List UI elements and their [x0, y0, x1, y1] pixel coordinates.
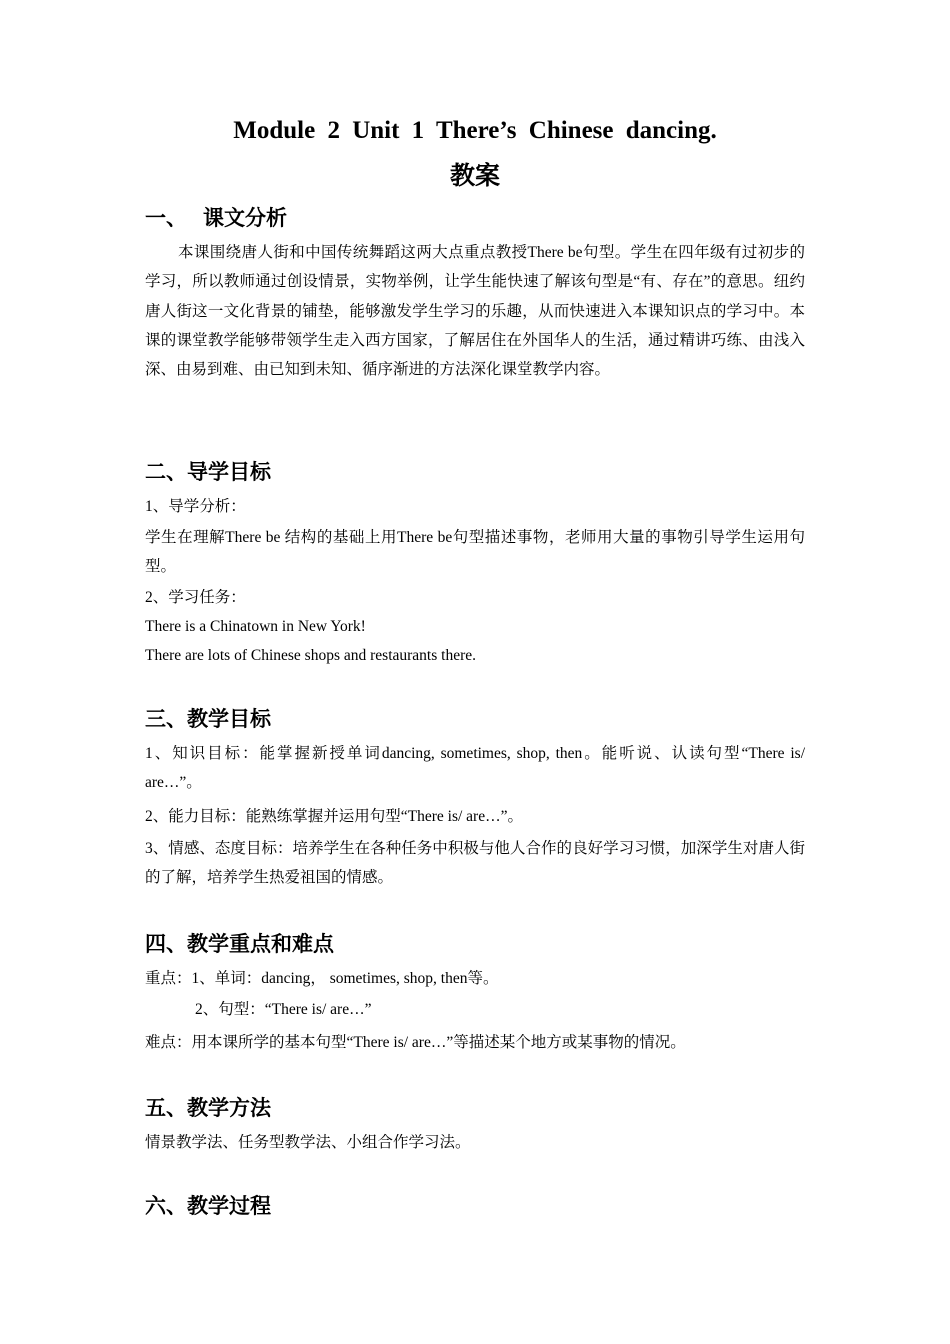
- document-subtitle: 教案: [449, 161, 500, 190]
- section-2-paragraph: 学生在理解There be 结构的基础上用There be句型描述事物，老师用大量的事物引导学生运用句型。: [145, 529, 805, 576]
- document-title: Module 2 Unit 1 There’s Chinese dancing.: [233, 117, 717, 144]
- section-3-item1: 1、知识目标：能掌握新授单词dancing, sometimes, shop, then。能听说、认读句型“There is/ are…”。: [145, 745, 805, 792]
- section-6-heading: 六、教学过程: [145, 1194, 271, 1218]
- section-3-item3: 3、情感、态度目标：培养学生在各种任务中积极与他人合作的良好学习习惯，加深学生对唐人街的了解，培养学生热爱祖国的情感。: [145, 840, 805, 887]
- section-5-heading: 五、教学方法: [145, 1096, 271, 1120]
- section-2-heading: 二、导学目标: [145, 460, 271, 484]
- section-4-difficult: 难点：用本课所学的基本句型“There is/ are…”等描述某个地方或某事物的情况。: [145, 1034, 686, 1051]
- section-2-task2: There are lots of Chinese shops and restaurants there.: [145, 647, 476, 664]
- section-3-item2: 2、能力目标：能熟练掌握并运用句型“There is/ are…”。: [145, 808, 523, 825]
- section-1-paragraph: 本课围绕唐人街和中国传统舞蹈这两大点重点教授There be句型。学生在四年级有过初步的学习，所以教师通过创设情景，实物举例，让学生能快速了解该句型是“有、存在”的意思。纽约唐人街这一文化背景的铺垫，能够激发学生学习的乐趣，从而快速进入本课知识点的学习中。本课的课堂教学能够带领学生走入西方国家，了解居住在外国华人的生活，通过精讲巧练、由浅入深、由易到难、由已知到未知、循序渐进的方法深化课堂教学内容。: [145, 244, 805, 379]
- section-2-sub1: 1、导学分析：: [145, 498, 246, 515]
- section-1-number: 一、: [145, 206, 187, 230]
- section-4-key2: 2、句型：“There is/ are…”: [195, 1001, 372, 1018]
- section-2-sub2: 2、学习任务：: [145, 589, 246, 606]
- section-4-heading: 四、教学重点和难点: [145, 932, 334, 956]
- section-4-key1: 重点：1、单词：dancing， sometimes, shop, then等。: [145, 970, 499, 987]
- section-5-text: 情景教学法、任务型教学法、小组合作学习法。: [145, 1134, 471, 1151]
- section-2-task1: There is a Chinatown in New York!: [145, 618, 366, 635]
- section-3-heading: 三、教学目标: [145, 707, 271, 731]
- section-1-title: 课文分析: [203, 206, 287, 230]
- section-1-heading: [145, 203, 287, 233]
